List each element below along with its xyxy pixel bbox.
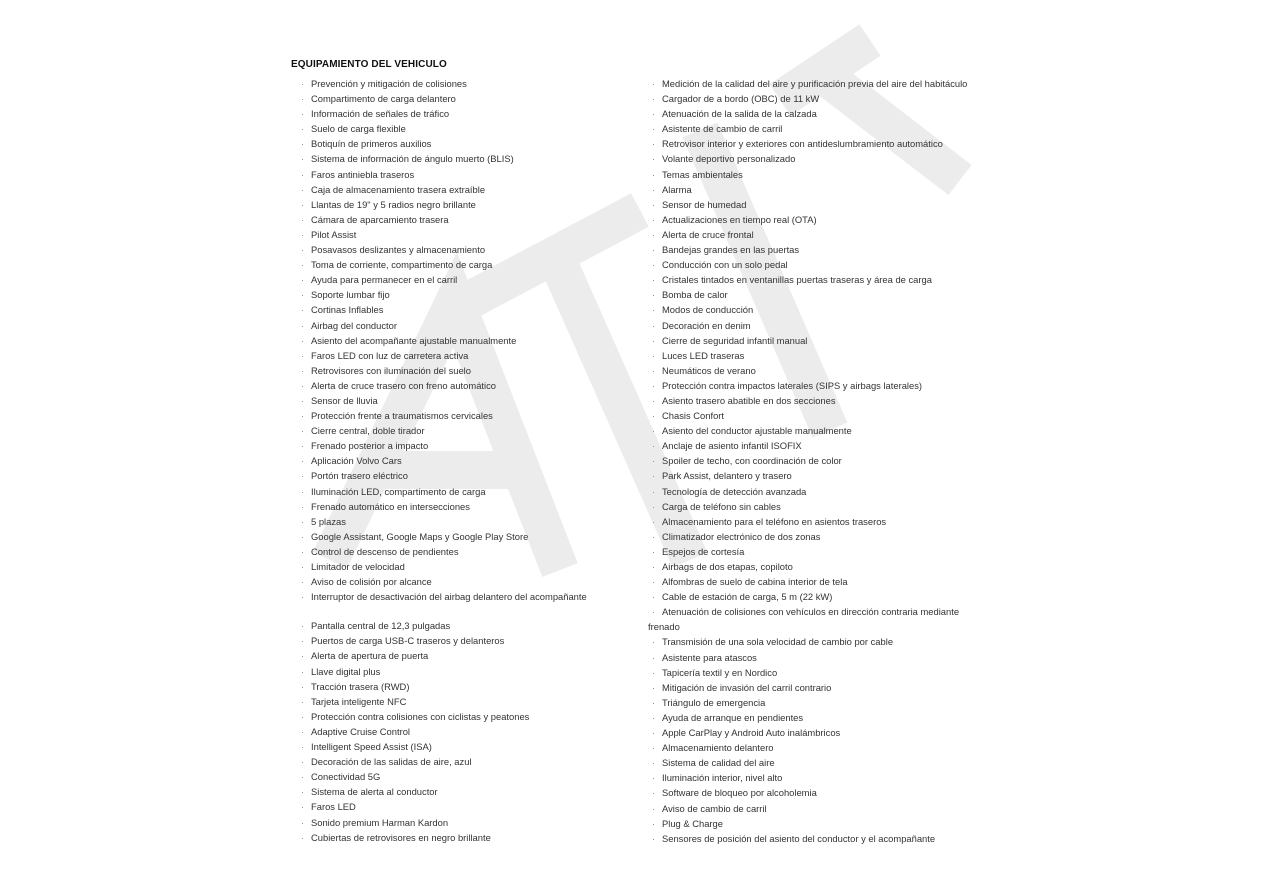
list-item-line: Atenuación de colisiones con vehículos en dirección contraria mediante	[662, 606, 960, 618]
list-item: · Protección frente a traumatismos cervicales	[301, 408, 641, 423]
list-item: · Tarjeta inteligente NFC	[301, 694, 641, 709]
list-item: · Asiento del acompañante ajustable manualmente	[301, 333, 641, 348]
list-item: · Faros LED con luz de carretera activa	[301, 348, 641, 363]
list-item: · 5 plazas	[301, 514, 641, 529]
list-item: · Sistema de información de ángulo muerto (BLIS)	[301, 151, 641, 166]
list-item: · Interruptor de desactivación del airbag delantero del acompañante	[301, 589, 641, 604]
list-item: · Llave digital plus	[301, 664, 641, 679]
list-item: · Anclaje de asiento infantil ISOFIX	[652, 438, 1012, 453]
list-item: · Sensor de humedad	[652, 197, 1012, 212]
list-item: · Pantalla central de 12,3 pulgadas	[301, 618, 641, 633]
list-item: · Aviso de cambio de carril	[652, 801, 1012, 816]
list-item: · Tecnología de detección avanzada	[652, 484, 1012, 499]
list-item: · Aplicación Volvo Cars	[301, 453, 641, 468]
list-item: · Asiento del conductor ajustable manualmente	[652, 423, 1012, 438]
list-item: · Actualizaciones en tiempo real (OTA)	[652, 212, 1012, 227]
list-item: · Faros LED	[301, 799, 641, 814]
list-item: · Cristales tintados en ventanillas puertas traseras y área de carga	[652, 272, 1012, 287]
list-item	[648, 604, 1007, 634]
list-item: · Temas ambientales	[652, 167, 1012, 182]
list-item: · Asistente para atascos	[652, 650, 1012, 665]
list-item: · Compartimento de carga delantero	[301, 91, 641, 106]
list-item: · Control de descenso de pendientes	[301, 544, 641, 559]
list-item: · Posavasos deslizantes y almacenamiento	[301, 242, 641, 257]
list-item: · Retrovisores con iluminación del suelo	[301, 363, 641, 378]
list-item: · Ayuda para permanecer en el carril	[301, 272, 641, 287]
list-item: · Adaptive Cruise Control	[301, 724, 641, 739]
list-item: · Intelligent Speed Assist (ISA)	[301, 739, 641, 754]
list-item: · Park Assist, delantero y trasero	[652, 468, 1012, 483]
list-item: · Protección contra colisiones con ciclistas y peatones	[301, 709, 641, 724]
list-item: · Llantas de 19" y 5 radios negro brillante	[301, 197, 641, 212]
list-item: · Sensores de posición del asiento del conductor y el acompañante	[652, 831, 1012, 846]
list-item: · Tapicería textil y en Nordico	[652, 665, 1012, 680]
list-item: · Frenado posterior a impacto	[301, 438, 641, 453]
list-item: · Alarma	[652, 182, 1012, 197]
list-item: · Iluminación LED, compartimento de carga	[301, 484, 641, 499]
list-item: · Volante deportivo personalizado	[652, 151, 1012, 166]
equipment-document	[291, 58, 1011, 844]
list-item: · Sistema de calidad del aire	[652, 755, 1012, 770]
list-item: · Alfombras de suelo de cabina interior de tela	[652, 574, 1012, 589]
list-item: · Apple CarPlay y Android Auto inalámbricos	[652, 725, 1012, 740]
list-item: · Cargador de a bordo (OBC) de 11 kW	[652, 91, 1012, 106]
list-item: · Iluminación interior, nivel alto	[652, 770, 1012, 785]
list-item: · Puertos de carga USB-C traseros y delanteros	[301, 633, 641, 648]
list-item: · Climatizador electrónico de dos zonas	[652, 529, 1012, 544]
list-item-line-continued: frenado	[648, 621, 680, 633]
list-item: · Asistente de cambio de carril	[652, 121, 1012, 136]
list-item: · Bandejas grandes en las puertas	[652, 242, 1012, 257]
list-item: · Toma de corriente, compartimento de carga	[301, 257, 641, 272]
list-item: · Retrovisor interior y exteriores con antideslumbramiento automático	[652, 136, 1012, 151]
list-item: · Sonido premium Harman Kardon	[301, 815, 641, 830]
list-item: · Neumáticos de verano	[652, 363, 1012, 378]
list-item: · Airbag del conductor	[301, 318, 641, 333]
list-item: · Decoración de las salidas de aire, azul	[301, 754, 641, 769]
list-item: · Prevención y mitigación de colisiones	[301, 76, 641, 91]
list-item: · Luces LED traseras	[652, 348, 1012, 363]
list-item: · Espejos de cortesía	[652, 544, 1012, 559]
list-item: · Atenuación de la salida de la calzada	[652, 106, 1012, 121]
list-item: · Cierre central, doble tirador	[301, 423, 641, 438]
list-item: · Información de señales de tráfico	[301, 106, 641, 121]
list-item: · Mitigación de invasión del carril contrario	[652, 680, 1012, 695]
list-item: · Alerta de apertura de puerta	[301, 648, 641, 663]
list-item: · Aviso de colisión por alcance	[301, 574, 641, 589]
list-item: · Conectividad 5G	[301, 769, 641, 784]
list-item: · Cierre de seguridad infantil manual	[652, 333, 1012, 348]
list-item: · Google Assistant, Google Maps y Google Play Store	[301, 529, 641, 544]
list-item: · Alerta de cruce trasero con freno automático	[301, 378, 641, 393]
list-item: · Suelo de carga flexible	[301, 121, 641, 136]
list-item: · Cámara de aparcamiento trasera	[301, 212, 641, 227]
page-title: EQUIPAMIENTO DEL VEHICULO	[291, 59, 447, 70]
list-item: · Protección contra impactos laterales (SIPS y airbags laterales)	[652, 378, 1012, 393]
list-item: · Conducción con un solo pedal	[652, 257, 1012, 272]
list-item: · Sensor de lluvia	[301, 393, 641, 408]
list-item: · Asiento trasero abatible en dos secciones	[652, 393, 1012, 408]
list-item: · Airbags de dos etapas, copiloto	[652, 559, 1012, 574]
equipment-list-left	[301, 76, 641, 845]
equipment-list-right	[648, 76, 1012, 846]
list-item: · Chasis Confort	[652, 408, 1012, 423]
list-item: · Pilot Assist	[301, 227, 641, 242]
list-item: · Decoración en denim	[652, 318, 1012, 333]
list-item: · Soporte lumbar fijo	[301, 287, 641, 302]
list-item: · Portón trasero eléctrico	[301, 468, 641, 483]
list-item: · Spoiler de techo, con coordinación de color	[652, 453, 1012, 468]
list-item: · Botiquín de primeros auxilios	[301, 136, 641, 151]
list-item: · Sistema de alerta al conductor	[301, 784, 641, 799]
list-item: · Modos de conducción	[652, 302, 1012, 317]
list-item: · Ayuda de arranque en pendientes	[652, 710, 1012, 725]
list-item: · Cubiertas de retrovisores en negro brillante	[301, 830, 641, 845]
list-item: · Almacenamiento para el teléfono en asientos traseros	[652, 514, 1012, 529]
list-item: · Cortinas Inflables	[301, 302, 641, 317]
list-item: · Faros antiniebla traseros	[301, 167, 641, 182]
list-item: · Cable de estación de carga, 5 m (22 kW)	[652, 589, 1012, 604]
list-item: · Software de bloqueo por alcoholemia	[652, 785, 1012, 800]
list-item: · Caja de almacenamiento trasera extraíble	[301, 182, 641, 197]
list-item: · Bomba de calor	[652, 287, 1012, 302]
list-item: · Alerta de cruce frontal	[652, 227, 1012, 242]
list-item: · Almacenamiento delantero	[652, 740, 1012, 755]
list-item: · Tracción trasera (RWD)	[301, 679, 641, 694]
list-item: · Triángulo de emergencia	[652, 695, 1012, 710]
list-item: · Frenado automático en intersecciones	[301, 499, 641, 514]
list-item: · Limitador de velocidad	[301, 559, 641, 574]
list-item: · Plug & Charge	[652, 816, 1012, 831]
list-item: · Carga de teléfono sin cables	[652, 499, 1012, 514]
list-item: · Transmisión de una sola velocidad de cambio por cable	[652, 634, 1012, 649]
list-item: · Medición de la calidad del aire y purificación previa del aire del habitáculo	[652, 76, 1012, 91]
